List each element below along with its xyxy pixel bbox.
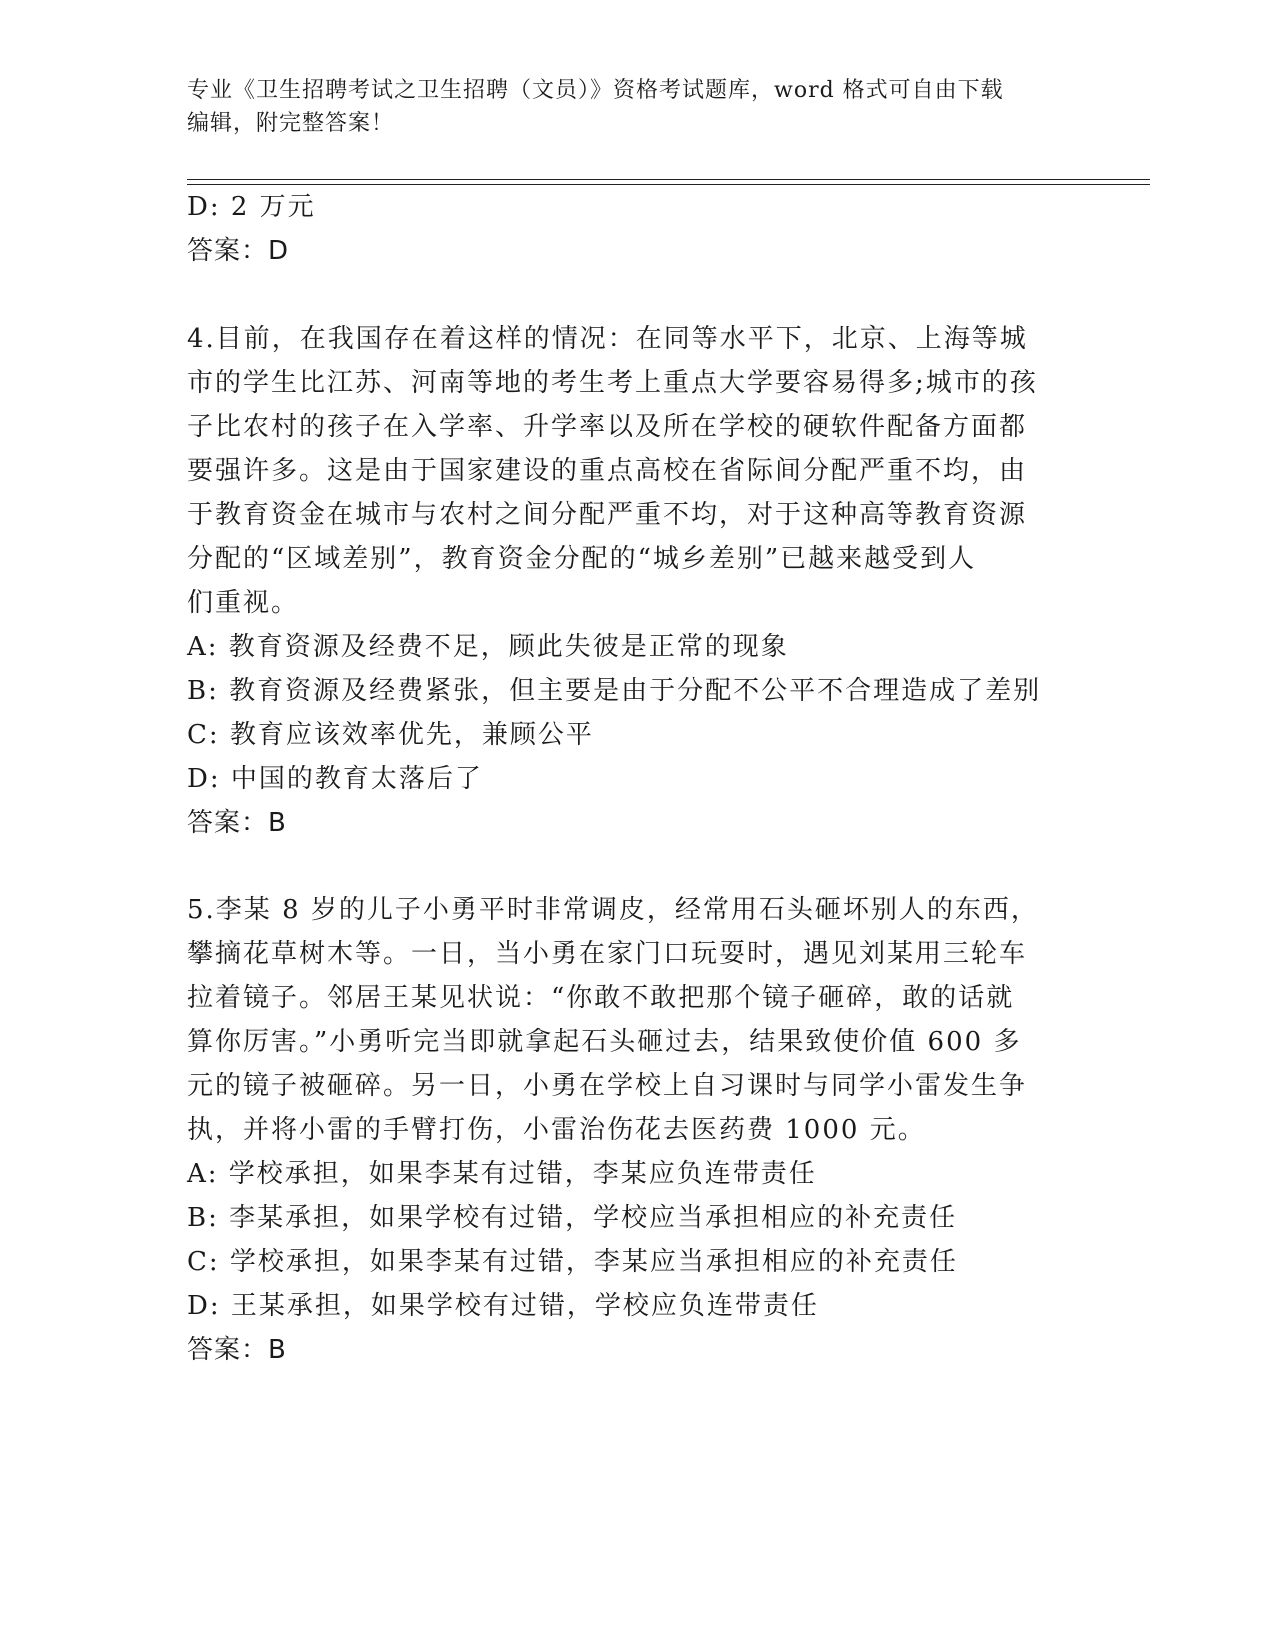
q4-answer: 答案：B — [187, 808, 287, 838]
q5-option-d: D: 王某承担，如果学校有过错，学校应负连带责任 — [187, 1291, 819, 1321]
header-rule-top — [187, 179, 1150, 180]
q3-answer: 答案：D — [187, 236, 290, 266]
q5-stem-line: 拉着镜子。邻居王某见状说：“你敢不敢把那个镜子砸碎，敢的话就 — [187, 983, 1015, 1013]
header-rule-bottom — [187, 184, 1150, 185]
q4-stem-line: 4.目前，在我国存在着这样的情况：在同等水平下，北京、上海等城 — [187, 324, 1028, 354]
q4-option-a: A: 教育资源及经费不足，顾此失彼是正常的现象 — [187, 632, 789, 662]
q5-option-c: C: 学校承担，如果李某有过错，李某应当承担相应的补充责任 — [187, 1247, 958, 1277]
q4-option-d: D: 中国的教育太落后了 — [187, 764, 483, 794]
q5-stem-line: 执，并将小雷的手臂打伤，小雷治伤花去医药费 1000 元。 — [187, 1115, 926, 1145]
q5-stem-line: 算你厉害。”小勇听完当即就拿起石头砸过去，结果致使价值 600 多 — [187, 1027, 1022, 1057]
q5-option-a: A: 学校承担，如果李某有过错，李某应负连带责任 — [187, 1159, 817, 1189]
q4-stem-line: 要强许多。这是由于国家建设的重点高校在省际间分配严重不均，由 — [187, 456, 1028, 486]
q4-stem-line: 们重视。 — [187, 588, 300, 618]
q4-stem-line: 市的学生比江苏、河南等地的考生考上重点大学要容易得多;城市的孩 — [187, 368, 1038, 398]
q4-stem-line: 于教育资金在城市与农村之间分配严重不均，对于这种高等教育资源 — [187, 500, 1028, 530]
header-line-1: 专业《卫生招聘考试之卫生招聘（文员）》资格考试题库，word 格式可自由下载 — [187, 78, 1004, 103]
q5-answer: 答案：B — [187, 1335, 287, 1365]
q5-stem-line: 5.李某 8 岁的儿子小勇平时非常调皮，经常用石头砸坏别人的东西， — [187, 895, 1039, 925]
header-line-2: 编辑，附完整答案！ — [187, 111, 395, 136]
q4-stem-line: 分配的“区域差别”，教育资金分配的“城乡差别”已越来越受到人 — [187, 544, 977, 574]
q4-option-b: B: 教育资源及经费紧张，但主要是由于分配不公平不合理造成了差别 — [187, 676, 1042, 706]
q4-option-c: C: 教育应该效率优先，兼顾公平 — [187, 720, 594, 750]
document-header — [187, 74, 1087, 140]
q3-option-d: D: 2 万元 — [187, 192, 316, 222]
q5-stem-line: 元的镜子被砸碎。另一日，小勇在学校上自习课时与同学小雷发生争 — [187, 1071, 1028, 1101]
q5-option-b: B: 李某承担，如果学校有过错，学校应当承担相应的补充责任 — [187, 1203, 958, 1233]
q4-stem-line: 子比农村的孩子在入学率、升学率以及所在学校的硬软件配备方面都 — [187, 412, 1028, 442]
q5-stem-line: 攀摘花草树木等。一日，当小勇在家门口玩耍时，遇见刘某用三轮车 — [187, 939, 1028, 969]
